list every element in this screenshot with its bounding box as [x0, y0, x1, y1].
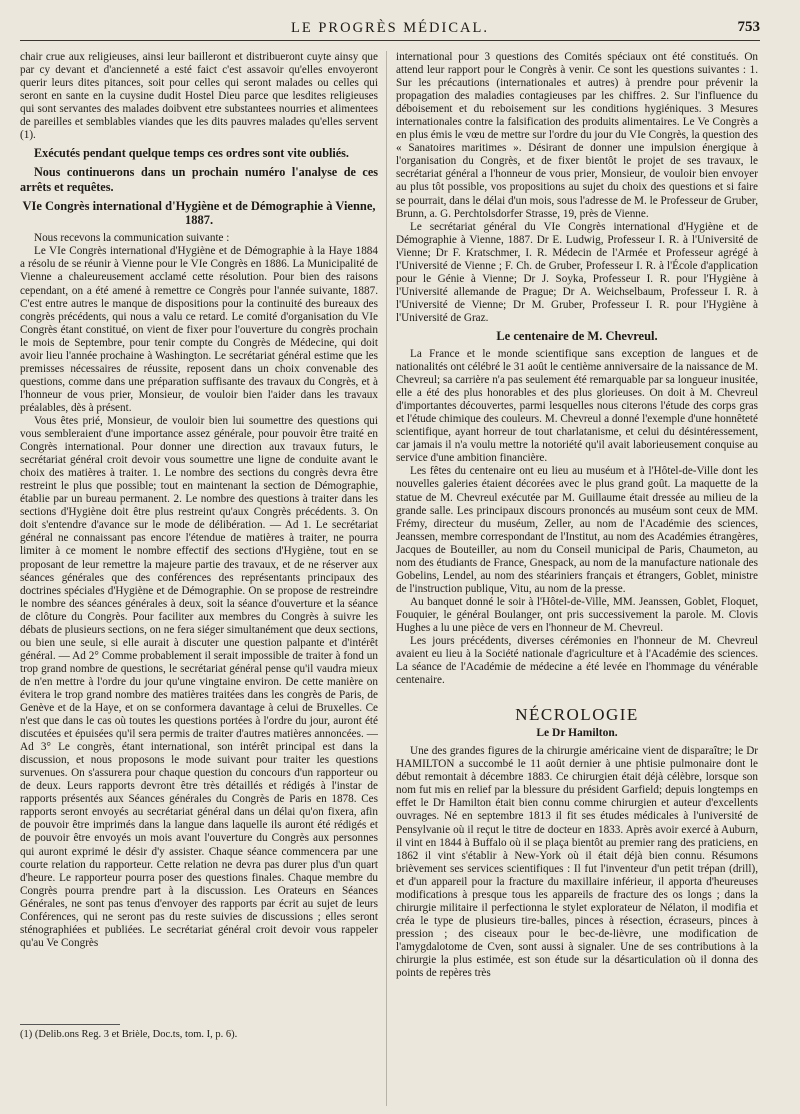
paragraph: Exécutés pendant quelque temps ces ordres sont vite oubliés. [34, 146, 349, 161]
footnote: (1) (Delib.ons Reg. 3 et Brièle, Doc.ts, tom. I, p. 6). [20, 1029, 238, 1040]
paragraph: international pour 3 questions des Comités spéciaux ont été constitués. On attend leur rapport pour le Congrès à venir. Ce sont les questions suivantes : 1. Sur les précautions (internationales et autres) à prendre pour prévenir la propagation des maladies contagieuses par les chiffres. 2. Sur l'influence du déboisement et du reboisement sur les conditions hygiéniques. 3 Mesures internationales contre la falsification des produits alimentaires. Le Ve Congrès a en plus émis le vœu de mettre sur l'ordre du jour du VIe Congrès, la question des « Sanatoires maritimes ». Désirant de donner une impulsion énergique à l'organisation du Congrès, et de fixer bientôt le projet de ses travaux, le secrétariat général a l'honneur de vous prier, Monsieur, de vouloir bien envoyer au plus tôt possible, vos propositions au sujet du choix des questions et si faire se pourrait, dans le délai d'un mois, sous l'adresse de M. le Professeur de Gruber, Brunn, a. G. Perchtolsdorfer Strasse, 19, près de Vienne. [396, 51, 758, 220]
column-divider [386, 51, 387, 1106]
paragraph: Nous continuerons dans un prochain numéro l'analyse de ces arrêts et requêtes. [20, 165, 378, 195]
section-heading-vienna-congress: VIe Congrès international d'Hygiène et de Démographie à Vienne, 1887. [22, 199, 376, 228]
right-column [396, 51, 758, 1109]
paragraph: Les jours précédents, diverses cérémonies en l'honneur de M. Chevreul avaient eu lieu à la Société nationale d'agriculture et à l'Académie des sciences. La séance de l'Académie de médecine a été levée en l'hommage du vénérable centenaire. [396, 635, 758, 687]
section-heading-chevreul: Le centenaire de M. Chevreul. [496, 328, 658, 343]
paragraph: Vous êtes prié, Monsieur, de vouloir bien lui soumettre des questions qui vous sembleraient d'une importance assez générale, pour pouvoir être traité en Congrès international. Pour donner une direction aux travaux futurs, le secrétariat général croit devoir vous soumettre une ligne de conduite avant le choix des matières à traiter. 1. Le nombre des sections du congrès devra être restreint le plus que possible; tout en maintenant la section de Démographie, établie par un bureau permanent. 2. Le nombre des questions à traiter dans les sections d'Hygiène doit être plus restreint qu'aux Congrès précédents. 3. On doit s'entendre d'avance sur le mode de délibération. — Ad 1. Le secrétariat général ne connaissant pas encore l'étendue de matières à traiter, ne pourra limiter à ce moment le nombre effectif des sections d'Hygiène, tout en se proposant de leur remettre la majeure partie des travaux, et de ne réserver aux séances générales que des conférences des représentants principaux des doctrines spéciales d'Hygiène et de Démographie. On se propose de restreindre le nombre des séances générales à deux, soit la séance d'ouverture et la séance de clôture du Congrès. Pour faciliter aux membres du Congrès à suivre les débats de plusieurs sections, on ne fera siéger simultanément que deux sections, ou bien une seule, si elle aurait à discuter une question palpante et d'intérêt général. — Ad 2° Comme probablement il serait impossible de traiter à fond un trop grand nombre de questions, le secrétariat général pense qu'il vaudra mieux de n'en mettre à l'ordre du jour qu'une vingtaine environ. De cette manière on évitera le trop grand nombre des matières traitées dans les congrès de Paris, de Genève et de la Haye, et on se conformera davantage à celui de Bruxelles. Ce n'est que dans le cas où toutes les questions portées à l'ordre du jour, auront été discutées et épuisées qu'il sera permis de traiter d'autres matières annoncées. — Ad 3° Le congrès, étant international, son intérêt principal est dans la discussion, et nous proposons le mode suivant pour traiter les questions survenues. On s'assurera pour chaque question du concours d'un rapporteur ou de deux. Leurs rapports devront être très détaillés et rédigés à l'instar de rapports présentés aux Séances générales du Congrès de Paris en 1878. Ces rapports seront envoyés au secrétariat général dans un délai qu'on fixera, afin de pouvoir être imprimés dans la langue dans laquelle ils auront été rédigés et de pouvoir être envoyés un mois avant l'ouverture du Congrès aux personnes qui auront exprimé le désir d'y assister. Chaque séance commencera par une courte relation du rapporteur. Cette relation ne devra pas durer plus d'un quart d'heure. Le rapporteur pourra poser des questions finales. Chaque membre du Congrès pourra prendre part à la discussion. Les Orateurs en Séances Générales, ne sont pas tenus d'envoyer des rapports par écrit au sujet de leurs Conférences, qui ne seront pas du reste suivies de discussions ; elles seront sténographiées et publiées. Le secrétariat général croit devoir vous rappeler qu'au Ve Congrès [20, 414, 378, 949]
page-header [20, 18, 760, 41]
paragraph: La France et le monde scientifique sans exception de langues et de nationalités ont célébré le 31 août le centième anniversaire de la naissance de M. Chevreul; sa carrière n'a pas seulement été remarquable par sa longueur inusitée, elle a été des plus honorables et des plus glorieuses. On doit à M. Chevreul d'importantes découvertes, parmi lesquelles nous citerons l'étude des corps gras et l'étude chimique des couleurs. M. Chevreul a donné l'exemple d'une honnêteté scientifique, ayant horreur de tout charlatanisme, et celui du désintéressement, car jamais il n'a voulu mettre la notoriété qu'il avait laborieusement conquise au service d'une ambition financière. [396, 347, 758, 465]
paragraph: chair crue aux religieuses, ainsi leur bailleront et distribueront cuyte ainsy que par cy devant et d'ancienneté a esté faict c'est assavoir qu'elles envoyeront querir leurs dites pitances, soit pour celles qui seront malades ou celles qui seront en sante en la cuysine dudit Hostel Dieu parce que lesdites religieuses qui sont servantes des malades doibvent etre substantees nourries et alimentees de pareilles et semblables viandes que les dits pauvres malades qu'elles servent (1). [20, 51, 378, 142]
left-column [20, 51, 378, 1109]
paragraph: Au banquet donné le soir à l'Hôtel-de-Ville, MM. Jeanssen, Goblet, Floquet, Fouquier, le général Boulanger, ont pris successivement la parole. M. Clovis Hughes a lu une pièce de vers en l'honneur de M. Chevreul. [396, 595, 758, 634]
paragraph: Le VIe Congrès international d'Hygiène et de Démographie à la Haye 1884 a résolu de se réunir à Vienne pour le VIe Congrès en 1886. La Municipalité de Vienne a chaleureusement acclamé cette résolution. Pour bien des raisons cependant, on a été amené à remettre ce Congrès pour l'année suivante, 1887. C'est entre autres le manque de dispositions pour la continuité des bureaux des congrès précédents, qui nous a valu ce retard. Le comité d'organisation du VIe Congrès étant constitué, on vient de fixer pour l'ouverture du congrès prochain le mois de Septembre, pour tenir compte du Congrès de Médecine, qui doit avoir lieu l'année prochaine à Washington. Le secrétariat général estime que les premisses nécessaires de réussite, reposent dans un choix convenable des questions, comme dans une préparation suffisante des travaux du Congrès, et à l'honneur de vous prier, Monsieur, de vouloir bien l'aider dans les travaux préalables, dès à présent. [20, 245, 378, 414]
necrology-subheading: Le Dr Hamilton. [536, 727, 618, 740]
paragraph: Les fêtes du centenaire ont eu lieu au muséum et à l'Hôtel-de-Ville dont les nouvelles galeries étaient décorées avec le plus grand goût. La maquette de la statue de M. Chevreul exécutée par M. Guillaume était dressée au milieu de la grande salle. Les principaux discours prononcés au muséum sont ceux de MM. Frémy, directeur du muséum, Zeller, au nom de l'Académie des sciences, Jeanssen, membre correspondant de l'Institut, au nom des Académies étrangères, Jacques de Bouteiller, au nom du Conseil municipal de Paris, Chaumeton, au nom des étudiants de France, Gnespack, au nom de la manufacture nationale des Gobelins, Lendel, au nom des stéariniers français et étrangers, Goblet, ministre de l'instruction publique, Vitu, au nom de la presse. [396, 465, 758, 595]
footnote-rule [20, 1024, 120, 1025]
paragraph: Nous recevons la communication suivante : [34, 232, 230, 245]
running-title: LE PROGRÈS MÉDICAL. [291, 20, 489, 36]
necrology-heading: NÉCROLOGIE [515, 705, 639, 725]
paragraph: Une des grandes figures de la chirurgie américaine vient de disparaître; le Dr HAMILTON a succombé le 11 août dernier à une phtisie pulmonaire dont le début remontait à décembre 1883. Ce chirurgien était déjà célèbre, lorsque son nom fut mis en relief par la blessure du président Garfield; depuis longtemps en effet le Dr Hamilton était bien connu comme chirurgien et auteur d'excellents ouvrages. Né en septembre 1813 il fit ses études médicales à l'université de Pensylvanie où il reçut le titre de docteur en 1833. Après avoir exercé à Auburn, il vint en 1844 à Buffalo où il se plaça bientôt au premier rang des praticiens, en 1862 il vint s'établir à New-York où il était déjà bien connu. Résumons brièvement ses services scientifiques : Il fut l'inventeur d'un petit trépan (drill), et d'un appareil pour la fracture du maxillaire inférieur, il apporta d'heureuses modifications à presque tous les appareils de fracture des os longs ; dans la chirurgie militaire il perfectionna le stylet explorateur de Nélaton, il modifia et créa le type de plusieurs tire-balles, pinces à résection, écraseurs, pinces à pression ; des ciseaux pour le bec-de-lièvre, une modification de l'amygdalotome de Cven, sont aussi à signaler. Une de ses contributions à la chirurgie la plus estimée, est son étude sur la désarticulation où il donna des points de repères très [396, 745, 758, 980]
paragraph: Le secrétariat général du VIe Congrès international d'Hygiène et de Démographie à Vienne, 1887. Dr E. Ludwig, Professeur I. R. à l'Université de Vienne; Dr F. Kratschmer, I. R. Médecin de l'Armée et Professeur agrégé à l'Université de Vienne ; F. Ch. de Gruber, Professeur I. R. à l'École d'application pour le Génie à Vienne; Dr J. Soyka, Professeur I. R. pour l'Hygiène à l'Université allemande de Prague; Dr A. Weichselbaum, Professeur I. R. à l'Université de Vienne; Dr M. Gruber, Professeur I. R. pour l'Hygiène à l'Université de Graz. [396, 220, 758, 324]
page-number: 753 [737, 19, 760, 35]
